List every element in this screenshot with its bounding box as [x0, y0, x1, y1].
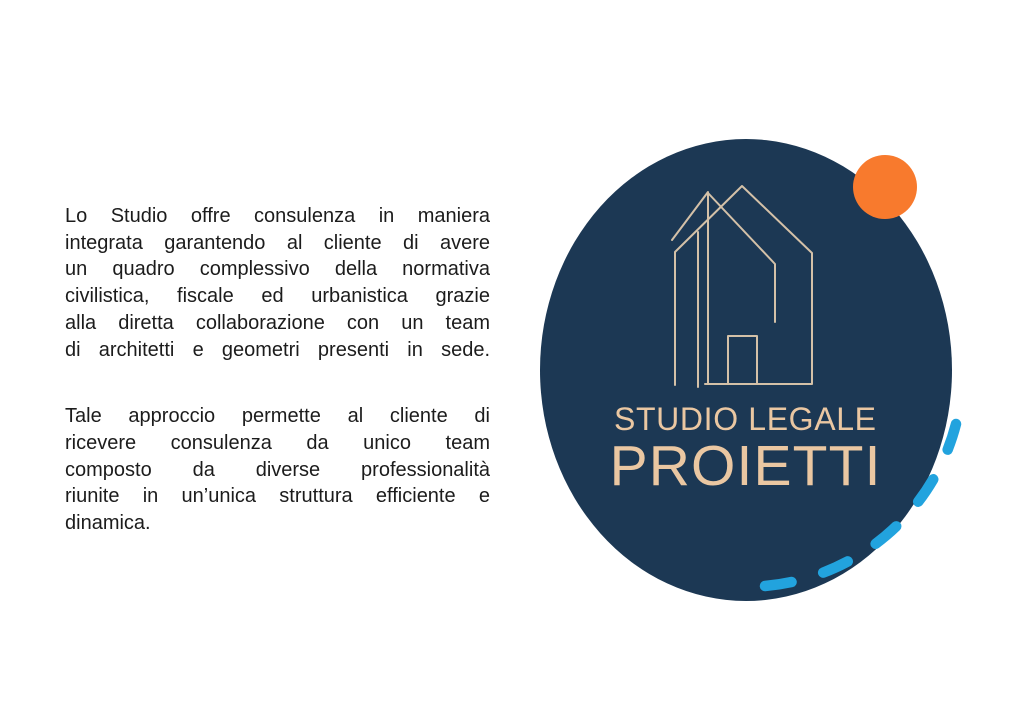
text-line: di architetti e geometri presenti in sede.	[65, 338, 490, 361]
text-line: composto da diverse professionalità	[65, 458, 490, 481]
logo-studio-legale-label: STUDIO LEGALE	[614, 401, 877, 437]
text-line: civilistica, fiscale ed urbanistica grazie	[65, 285, 490, 308]
text-line: un quadro complessivo della normativa	[65, 258, 490, 281]
paragraph	[65, 203, 490, 363]
text-line: dinamica.	[65, 512, 151, 535]
text-line: Tale approccio permette al cliente di	[65, 405, 490, 428]
text-line: alla diretta collaborazione con un team	[65, 311, 490, 334]
studio-legale-proietti-logo	[510, 125, 990, 625]
orange-dot-icon	[853, 155, 917, 219]
logo-graphic	[510, 125, 990, 625]
text-line: integrata garantendo al cliente di avere	[65, 231, 490, 254]
logo-proietti-label: PROIETTI	[609, 434, 882, 498]
text-line: ricevere consulenza da unico team	[65, 431, 490, 454]
body-text-column	[65, 203, 490, 577]
text-line: Lo Studio offre consulenza in maniera	[65, 205, 490, 227]
paragraph	[65, 403, 490, 537]
text-line: riunite in un’unica struttura efficiente e	[65, 485, 490, 508]
